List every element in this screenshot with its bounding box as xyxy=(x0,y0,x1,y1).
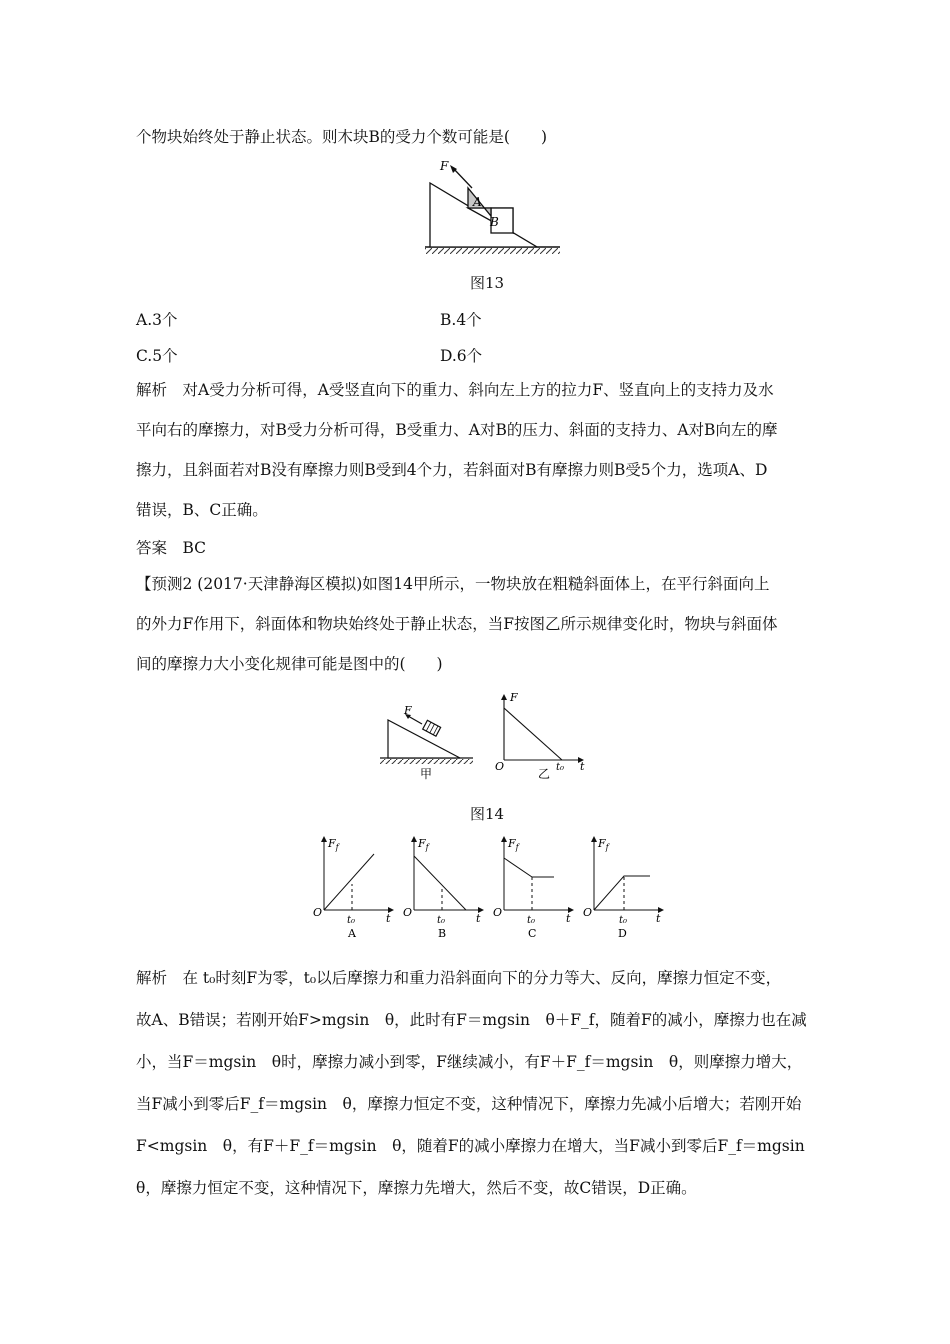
t0-label: t₀ xyxy=(619,915,628,926)
figure-14-caption: 图14 xyxy=(470,805,505,823)
y-axis-label: F xyxy=(510,691,518,704)
graph-a xyxy=(310,830,400,940)
t0-label: t₀ xyxy=(347,915,356,926)
q2-stem-line: 的外力F作用下，斜面体和物块始终处于静止状态，当F按图乙所示规律变化时，物块与斜面体 xyxy=(136,615,778,633)
friction-line xyxy=(324,854,374,910)
q1-analysis-line: 擦力，且斜面若对B没有摩擦力则B受到4个力，若斜面对B有摩擦力则B受5个力，选项A、D xyxy=(136,461,768,479)
figure-13 xyxy=(420,158,570,258)
force-label: F xyxy=(404,704,412,717)
friction-line xyxy=(414,856,466,910)
friction-line xyxy=(594,876,650,910)
option-c: C.5个 xyxy=(136,347,178,365)
figure-13-caption: 图13 xyxy=(470,274,505,292)
svg-text:Ff xyxy=(327,837,341,852)
option-a: A.3个 xyxy=(136,311,178,329)
q2-analysis-line: 故A、B错误；若刚开始F>mgsin θ，此时有F＝mgsin θ＋F_f，随着F的减小，摩擦力也在减 xyxy=(136,1011,807,1029)
q2-analysis-line: 解析 在 t₀时刻F为零，t₀以后摩擦力和重力沿斜面向下的分力等大、反向，摩擦力恒定不变， xyxy=(136,969,782,987)
t0-label: t₀ xyxy=(527,915,536,926)
q1-analysis-line: 错误，B、C正确。 xyxy=(136,501,268,519)
figure-14-jia xyxy=(378,700,478,780)
origin-label: O xyxy=(403,906,413,919)
svg-text:Ff xyxy=(417,837,431,852)
option-b: B.4个 xyxy=(440,311,482,329)
yi-label: 乙 xyxy=(538,767,551,781)
ground-hatch xyxy=(425,247,560,254)
q2-analysis-line: 小，当F＝mgsin θ时，摩擦力减小到零，F继续减小，有F＋F_f＝mgsin θ，则摩擦力增大， xyxy=(136,1053,803,1071)
t0-label: t₀ xyxy=(437,915,446,926)
force-arrow xyxy=(408,716,422,724)
force-label: F xyxy=(440,159,449,173)
q2-analysis-line: θ，摩擦力恒定不变，这种情况下，摩擦力先增大，然后不变，故C错误，D正确。 xyxy=(136,1179,697,1197)
t-label: t xyxy=(580,760,585,773)
graph-label: D xyxy=(618,927,627,940)
t-label: t xyxy=(566,912,571,925)
q1-answer: 答案 BC xyxy=(136,539,207,557)
figure-14-yi xyxy=(490,690,590,782)
y-axis-sub: f xyxy=(605,843,609,852)
t-label: t xyxy=(386,912,391,925)
graph-label: B xyxy=(438,927,447,940)
q2-analysis-line: 当F减小到零后F_f＝mgsin θ，摩擦力恒定不变，这种情况下，摩擦力先减小后增大；若刚开始 xyxy=(136,1095,802,1113)
q1-analysis-line: 平向右的摩擦力，对B受力分析可得，B受重力、A对B的压力、斜面的支持力、A对B向左的摩 xyxy=(136,421,778,439)
graph-b xyxy=(400,830,490,940)
q1-analysis-line: 解析 对A受力分析可得，A受竖直向下的重力、斜向左上方的拉力F、竖直向上的支持力及水 xyxy=(136,381,774,399)
t-label: t xyxy=(476,912,481,925)
graph-label: C xyxy=(528,927,537,940)
t-label: t xyxy=(656,912,661,925)
origin-label: O xyxy=(313,906,323,919)
y-axis-sub: f xyxy=(335,843,339,852)
y-axis-label: F xyxy=(418,837,426,850)
origin-label: O xyxy=(583,906,593,919)
q1-stem: 个物块始终处于静止状态。则木块B的受力个数可能是( ) xyxy=(136,128,547,146)
y-axis-sub: f xyxy=(515,843,519,852)
y-axis-label: F xyxy=(328,837,336,850)
friction-line xyxy=(504,858,554,877)
y-axis-sub: f xyxy=(425,843,429,852)
svg-text:Ff xyxy=(507,837,521,852)
block xyxy=(423,720,441,736)
origin-label: O xyxy=(495,760,505,773)
y-arrow-icon xyxy=(501,694,507,700)
graph-c xyxy=(490,830,580,940)
graph-label: A xyxy=(348,927,356,940)
force-arrow xyxy=(453,168,472,188)
block-b-label: B xyxy=(490,215,499,229)
y-axis-label: F xyxy=(598,837,606,850)
q2-stem-line: 【预测2 (2017·天津静海区模拟)如图14甲所示，一物块放在粗糙斜面体上，在平行斜面向上 xyxy=(136,575,770,593)
origin-label: O xyxy=(493,906,503,919)
jia-label: 甲 xyxy=(420,767,433,780)
q2-stem-line: 间的摩擦力大小变化规律可能是图中的( ) xyxy=(136,655,443,673)
y-axis-label: F xyxy=(508,837,516,850)
svg-text:Ff xyxy=(597,837,611,852)
graph-d xyxy=(580,830,670,940)
f-line xyxy=(504,708,562,760)
t0-label: t₀ xyxy=(556,762,565,773)
option-d: D.6个 xyxy=(440,347,483,365)
block-a-label: A xyxy=(473,195,482,209)
q2-analysis-line: F<mgsin θ，有F＋F_f＝mgsin θ，随着F的减小摩擦力在增大，当F减小到零后F_f＝mgsin xyxy=(136,1137,805,1155)
